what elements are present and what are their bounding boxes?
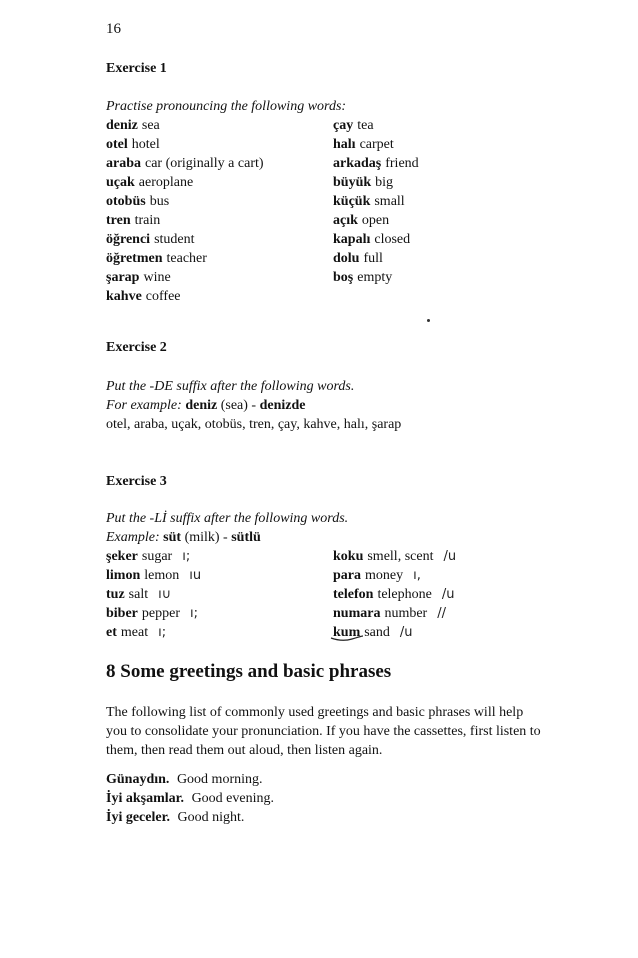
stray-mark — [427, 319, 430, 322]
handwritten-note: ıu — [189, 568, 202, 583]
exercise-2-example — [106, 396, 305, 415]
vocab-row — [333, 211, 573, 230]
turkish-word: şeker — [106, 549, 138, 564]
english-gloss: closed — [374, 232, 411, 247]
turkish-word: para — [333, 568, 361, 583]
english-gloss: full — [363, 251, 383, 266]
english-gloss: teacher — [166, 251, 207, 266]
example-word: süt — [163, 530, 182, 545]
handwritten-note: /u — [443, 549, 457, 564]
english-gloss: number — [384, 606, 428, 621]
vocab-row — [106, 547, 346, 566]
english-gloss: sand — [364, 625, 390, 640]
phrase-row — [106, 770, 546, 789]
handwritten-note: /u — [399, 625, 413, 640]
phrase-row — [106, 808, 546, 827]
turkish-word: kum — [333, 625, 361, 640]
english-gloss: small — [374, 194, 405, 209]
section-title: 8 Some greetings and basic phrases — [106, 661, 392, 682]
turkish-word: açık — [333, 213, 358, 228]
phrase-row — [106, 789, 546, 808]
turkish-word: koku — [333, 549, 364, 564]
vocab-row — [333, 268, 573, 287]
section-intro — [106, 703, 546, 827]
example-result: denizde — [259, 398, 306, 413]
english-gloss: friend — [385, 156, 419, 171]
vocab-row — [106, 249, 346, 268]
vocab-row — [106, 116, 346, 135]
english-gloss: wine — [143, 270, 171, 285]
handwritten-note: ı, — [413, 568, 421, 583]
exercise-1-instruction: Practise pronouncing the following words: — [106, 99, 347, 114]
phrase-english: Good evening. — [191, 791, 274, 806]
turkish-word: şarap — [106, 270, 140, 285]
vocab-row — [333, 566, 573, 585]
phrase-english: Good morning. — [176, 772, 263, 787]
page-number: 16 — [106, 21, 121, 37]
exercise-3-left-column — [106, 547, 346, 642]
english-gloss: tea — [357, 118, 374, 133]
english-gloss: car (originally a cart) — [145, 156, 264, 171]
vocab-row — [333, 173, 573, 192]
english-gloss: train — [134, 213, 161, 228]
english-gloss: student — [154, 232, 195, 247]
handwritten-note: ı; — [182, 549, 191, 564]
exercise-3-title: Exercise 3 — [106, 474, 167, 489]
intro-paragraph: The following list of commonly used greetings and basic phrases will help you to consolidate your pronunciation. If you have the cassettes, first listen to them, then read them out aloud, then listen again. — [106, 705, 541, 758]
vocab-row — [106, 623, 346, 642]
turkish-word: otobüs — [106, 194, 146, 209]
phrase-turkish: Günaydın. — [106, 772, 170, 787]
example-gloss: (sea) - — [220, 398, 257, 413]
english-gloss: pepper — [141, 606, 180, 621]
vocab-row — [333, 623, 573, 642]
vocab-row — [106, 268, 346, 287]
handwritten-note: ı∪ — [158, 587, 172, 602]
vocab-row — [106, 173, 346, 192]
english-gloss: sugar — [141, 549, 173, 564]
exercise-3-right-column — [333, 547, 573, 642]
turkish-word: küçük — [333, 194, 371, 209]
turkish-word: tuz — [106, 587, 125, 602]
vocab-row — [106, 154, 346, 173]
phrase-list — [106, 770, 546, 827]
english-gloss: big — [375, 175, 394, 190]
english-gloss: lemon — [144, 568, 180, 583]
vocab-row — [106, 192, 346, 211]
example-result: sütlü — [231, 530, 261, 545]
exercise-2-instruction: Put the -DE suffix after the following words. — [106, 379, 355, 394]
vocab-row — [333, 230, 573, 249]
handwritten-note: // — [437, 606, 446, 621]
vocab-row — [106, 585, 346, 604]
vocab-row — [333, 116, 573, 135]
turkish-word: araba — [106, 156, 141, 171]
english-gloss: smell, scent — [367, 549, 434, 564]
turkish-word: halı — [333, 137, 356, 152]
handwritten-note: ı; — [158, 625, 167, 640]
turkish-word: çay — [333, 118, 354, 133]
example-gloss: (milk) - — [184, 530, 228, 545]
vocab-row — [106, 287, 346, 306]
example-label: Example: — [106, 530, 160, 545]
english-gloss: hotel — [131, 137, 160, 152]
phrase-english: Good night. — [177, 810, 245, 825]
turkish-word: deniz — [106, 118, 138, 133]
exercise-1-right-column — [333, 116, 573, 287]
turkish-word: otel — [106, 137, 128, 152]
vocab-row — [106, 135, 346, 154]
vocab-row — [106, 230, 346, 249]
exercise-3-instruction: Put the -Lİ suffix after the following words. — [106, 511, 349, 526]
english-gloss: meat — [120, 625, 149, 640]
turkish-word: numara — [333, 606, 381, 621]
vocab-row — [333, 249, 573, 268]
turkish-word: tren — [106, 213, 131, 228]
vocab-row — [333, 604, 573, 623]
exercise-2-title: Exercise 2 — [106, 340, 167, 355]
turkish-word: büyük — [333, 175, 372, 190]
turkish-word: arkadaş — [333, 156, 382, 171]
handwritten-note: ı; — [189, 606, 198, 621]
english-gloss: aeroplane — [138, 175, 194, 190]
turkish-word: dolu — [333, 251, 360, 266]
exercise-1-title: Exercise 1 — [106, 61, 167, 76]
vocab-row — [106, 566, 346, 585]
vocab-row — [333, 135, 573, 154]
english-gloss: salt — [128, 587, 149, 602]
handwritten-note: /u — [441, 587, 455, 602]
english-gloss: coffee — [145, 289, 181, 304]
exercise-1-left-column — [106, 116, 346, 306]
turkish-word: kapalı — [333, 232, 371, 247]
english-gloss: sea — [141, 118, 160, 133]
english-gloss: bus — [149, 194, 170, 209]
vocab-row — [106, 604, 346, 623]
turkish-word: boş — [333, 270, 354, 285]
exercise-3-example — [106, 528, 261, 547]
turkish-word: biber — [106, 606, 138, 621]
handwritten-underline — [330, 633, 364, 643]
phrase-turkish: İyi akşamlar. — [106, 791, 185, 806]
english-gloss: telephone — [377, 587, 432, 602]
vocab-row — [333, 585, 573, 604]
phrase-turkish: İyi geceler. — [106, 810, 171, 825]
english-gloss: empty — [357, 270, 393, 285]
turkish-word: et — [106, 625, 117, 640]
turkish-word: uçak — [106, 175, 135, 190]
english-gloss: money — [365, 568, 404, 583]
vocab-row — [333, 192, 573, 211]
vocab-row — [106, 211, 346, 230]
english-gloss: carpet — [359, 137, 394, 152]
turkish-word: telefon — [333, 587, 374, 602]
turkish-word: öğretmen — [106, 251, 163, 266]
turkish-word: limon — [106, 568, 141, 583]
turkish-word: öğrenci — [106, 232, 151, 247]
example-word: deniz — [185, 398, 218, 413]
english-gloss: open — [361, 213, 390, 228]
vocab-row — [333, 154, 573, 173]
exercise-2-word-list: otel, araba, uçak, otobüs, tren, çay, kahve, halı, şarap — [106, 417, 402, 432]
example-label: For example: — [106, 398, 182, 413]
vocab-row — [333, 547, 573, 566]
turkish-word: kahve — [106, 289, 142, 304]
